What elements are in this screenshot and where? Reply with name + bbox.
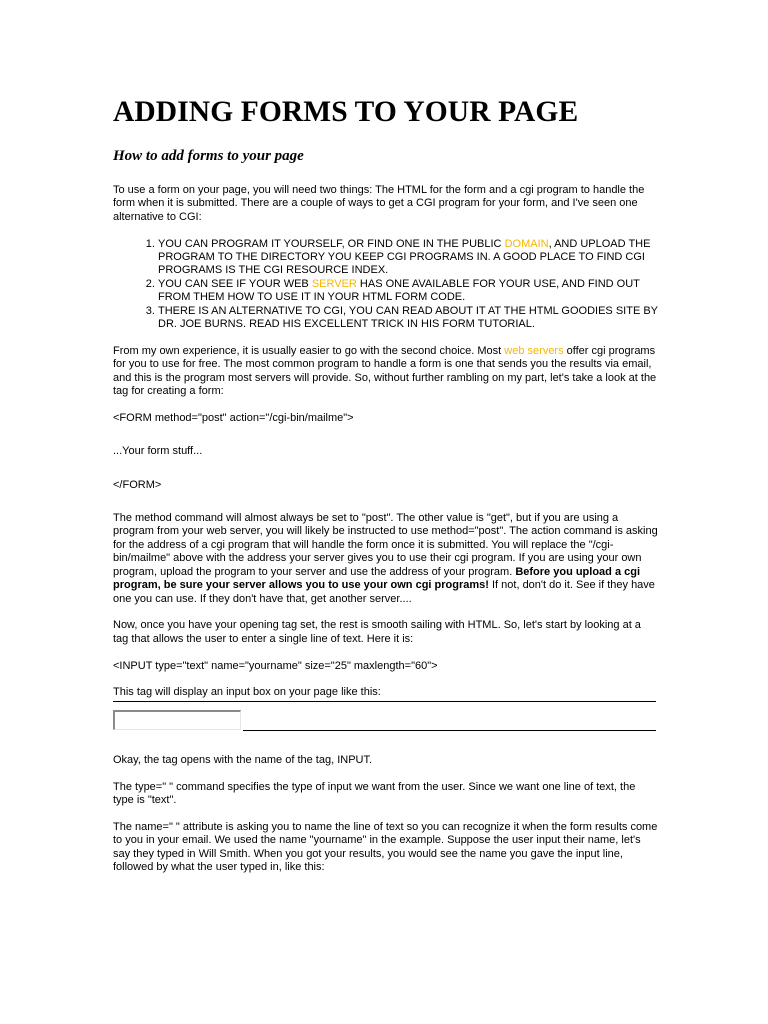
list-item: 1. YOU CAN PROGRAM IT YOURSELF, OR FIND ONE IN THE PUBLIC DOMAIN, AND UPLOAD THE PROGRAM TO THE DIRECTORY YOU KEEP CGI PROGRAMS IN. A GOOD PLACE TO FIND CGI PROGRAMS IS THE CGI RESOURCE INDEX. [158, 238, 658, 278]
example-input-row [113, 706, 658, 736]
document-content [113, 94, 658, 874]
smooth-sailing-paragraph: Now, once you have your opening tag set, the rest is smooth sailing with HTML. So, let's start by looking at a tag that allows the user to enter a single line of text. Here it is: [113, 619, 641, 645]
experience-paragraph: From my own experience, it is usually easier to go with the second choice. Most web servers offer cgi programs for you to use for free. The most common program to handle a form is one that sends you the results via email, and this is the program most servers will provide. So, without further rambling on my part, let's take a look at the tag for creating a form: [113, 344, 657, 398]
divider-line [243, 730, 656, 731]
web-servers-link[interactable]: web servers [504, 344, 564, 357]
options-list [113, 238, 658, 332]
example-text-input[interactable] [113, 710, 241, 730]
display-sentence: This tag will display an input box on your page like this: [113, 686, 656, 701]
code-form-open: <FORM method="post" action="/cgi-bin/mailme"> [113, 411, 354, 424]
domain-link[interactable]: DOMAIN [504, 237, 549, 250]
name-paragraph: The name=" " attribute is asking you to name the line of text so you can recognize it when the form results come to you in your email. We used the name "yourname" in the example. Suppose the user input their name, let's say they typed in Will Smith. When you got your results, you would see the name you gave the input line, followed by what the user typed in, like this: [113, 820, 658, 873]
page-title: ADDING FORMS TO YOUR PAGE [113, 96, 579, 128]
code-input-tag: <INPUT type="text" name="yourname" size="25" maxlength="60"> [113, 659, 438, 672]
type-paragraph: The type=" " command specifies the type of input we want from the user. Since we want one line of text, the type is "text". [113, 780, 636, 806]
list-item: 2. YOU CAN SEE IF YOUR WEB SERVER HAS ONE AVAILABLE FOR YOUR USE, AND FIND OUT FROM THEM HOW TO USE IT IN YOUR HTML FORM CODE. [158, 278, 658, 305]
server-link[interactable]: SERVER [311, 277, 357, 290]
intro-paragraph: To use a form on your page, you will need two things: The HTML for the form and a cgi program to handle the form when it is submitted. There are a couple of ways to get a CGI program for your form, and I've seen one alternative to CGI: [113, 184, 645, 223]
method-paragraph: The method command will almost always be set to "post". The other value is "get", but if you are using a program from your web server, you will likely be instructed to use method="post". The action command is asking for the address of a cgi program that will handle the form once it is submitted. You will replace the "/cgi-bin/mailme" above with the address your server gives you to use their cgi program. If you are using your own program, upload the program to your server and use the address of your program. Before you upload a cgi program, be sure your server allows you to use your own cgi programs! If not, don't do it. See if they have one you can use. If they don't have that, get another server.... [113, 512, 658, 605]
list-item: 3. THERE IS AN ALTERNATIVE TO CGI, YOU CAN READ ABOUT IT AT THE HTML GOODIES SITE BY DR. JOE BURNS. READ HIS EXCELLENT TRICK IN HIS FORM TUTORIAL. [158, 305, 658, 332]
okay-paragraph: Okay, the tag opens with the name of the tag, INPUT. [113, 753, 373, 766]
code-form-stuff: ...Your form stuff... [113, 445, 203, 458]
code-form-close: </FORM> [113, 478, 162, 491]
page-subtitle: How to add forms to your page [113, 148, 304, 164]
